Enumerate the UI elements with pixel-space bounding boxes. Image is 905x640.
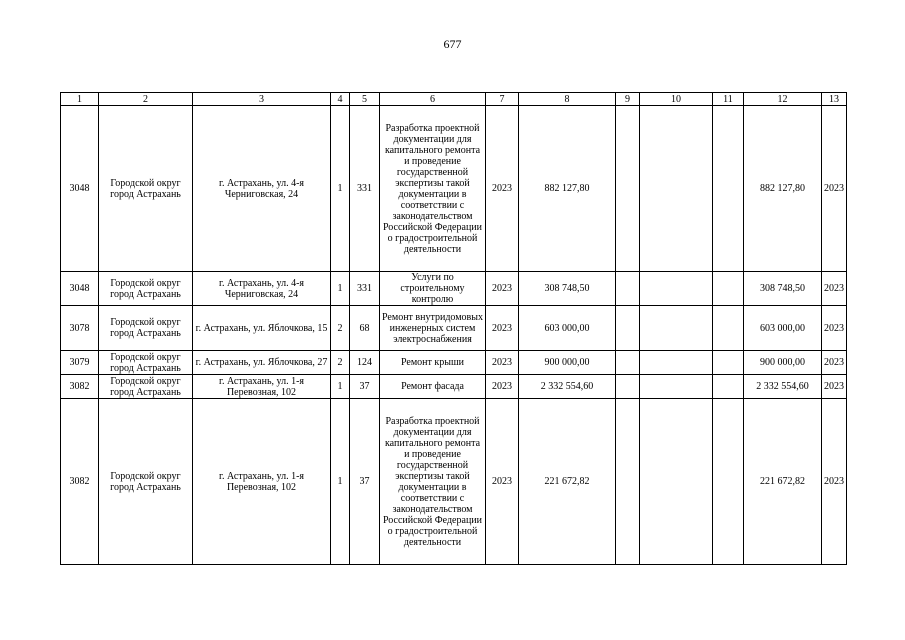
table-row: [61, 272, 847, 306]
cell-amount-total: 308 748,50: [744, 272, 822, 306]
column-header: 12: [744, 93, 822, 106]
repair-registry-table: [60, 92, 847, 565]
cell-work-type: Услуги по строительному контролю: [380, 272, 486, 306]
cell-number: 3079: [61, 351, 99, 375]
cell-col10: [640, 399, 713, 565]
cell-work-type: Ремонт фасада: [380, 375, 486, 399]
cell-col9: [616, 399, 640, 565]
cell-number: 3048: [61, 106, 99, 272]
page-number: 677: [443, 37, 462, 51]
cell-number: 3082: [61, 399, 99, 565]
cell-year: 2023: [486, 375, 519, 399]
cell-col4: 2: [331, 306, 350, 351]
cell-col5: 37: [350, 399, 380, 565]
cell-col9: [616, 106, 640, 272]
cell-col10: [640, 375, 713, 399]
cell-year: 2023: [486, 106, 519, 272]
cell-col10: [640, 351, 713, 375]
table-row: [61, 399, 847, 565]
cell-number: 3078: [61, 306, 99, 351]
cell-col4: 1: [331, 272, 350, 306]
column-header: 6: [380, 93, 486, 106]
cell-col5: 68: [350, 306, 380, 351]
cell-address: г. Астрахань, ул. 4-я Черниговская, 24: [193, 272, 331, 306]
cell-municipality: Городской округ город Астрахань: [99, 375, 193, 399]
cell-col10: [640, 306, 713, 351]
cell-col9: [616, 306, 640, 351]
cell-completion-year: 2023: [822, 399, 847, 565]
column-header: 11: [713, 93, 744, 106]
column-header: 5: [350, 93, 380, 106]
cell-amount: 221 672,82: [519, 399, 616, 565]
cell-completion-year: 2023: [822, 351, 847, 375]
cell-col11: [713, 306, 744, 351]
cell-amount-total: 900 000,00: [744, 351, 822, 375]
cell-col11: [713, 106, 744, 272]
cell-col9: [616, 351, 640, 375]
cell-col11: [713, 375, 744, 399]
cell-address: г. Астрахань, ул. 1-я Перевозная, 102: [193, 399, 331, 565]
cell-amount: 900 000,00: [519, 351, 616, 375]
cell-municipality: Городской округ город Астрахань: [99, 106, 193, 272]
cell-col11: [713, 351, 744, 375]
column-header: 3: [193, 93, 331, 106]
cell-col9: [616, 272, 640, 306]
cell-col9: [616, 375, 640, 399]
cell-amount-total: 882 127,80: [744, 106, 822, 272]
cell-municipality: Городской округ город Астрахань: [99, 399, 193, 565]
cell-completion-year: 2023: [822, 272, 847, 306]
cell-col11: [713, 272, 744, 306]
column-header: 13: [822, 93, 847, 106]
cell-completion-year: 2023: [822, 375, 847, 399]
cell-amount: 603 000,00: [519, 306, 616, 351]
column-header: 1: [61, 93, 99, 106]
cell-municipality: Городской округ город Астрахань: [99, 351, 193, 375]
cell-municipality: Городской округ город Астрахань: [99, 272, 193, 306]
table-row: [61, 375, 847, 399]
cell-year: 2023: [486, 306, 519, 351]
cell-col5: 124: [350, 351, 380, 375]
column-header: 8: [519, 93, 616, 106]
cell-municipality: Городской округ город Астрахань: [99, 306, 193, 351]
cell-col4: 2: [331, 351, 350, 375]
table-row: [61, 106, 847, 272]
cell-year: 2023: [486, 272, 519, 306]
cell-address: г. Астрахань, ул. Яблочкова, 27: [193, 351, 331, 375]
cell-amount: 882 127,80: [519, 106, 616, 272]
cell-col5: 331: [350, 272, 380, 306]
cell-amount-total: 603 000,00: [744, 306, 822, 351]
cell-address: г. Астрахань, ул. 4-я Черниговская, 24: [193, 106, 331, 272]
cell-amount: 308 748,50: [519, 272, 616, 306]
cell-col10: [640, 272, 713, 306]
column-header: 7: [486, 93, 519, 106]
cell-col4: 1: [331, 375, 350, 399]
cell-work-type: Ремонт крыши: [380, 351, 486, 375]
column-header: 2: [99, 93, 193, 106]
column-header: 9: [616, 93, 640, 106]
cell-year: 2023: [486, 399, 519, 565]
table-row: [61, 306, 847, 351]
cell-completion-year: 2023: [822, 106, 847, 272]
cell-col5: 331: [350, 106, 380, 272]
cell-col5: 37: [350, 375, 380, 399]
cell-col11: [713, 399, 744, 565]
cell-amount-total: 2 332 554,60: [744, 375, 822, 399]
cell-work-type: Разработка проектной документации для капитального ремонта и проведение государственной экспертизы такой документации в соответствии с законодательством Российской Федерации о градостроительной деятельности: [380, 106, 486, 272]
cell-work-type: Ремонт внутридомовых инженерных систем электроснабжения: [380, 306, 486, 351]
cell-work-type: Разработка проектной документации для капитального ремонта и проведение государственной экспертизы такой документации в соответствии с законодательством Российской Федерации о градостроительной деятельности: [380, 399, 486, 565]
cell-number: 3082: [61, 375, 99, 399]
cell-col4: 1: [331, 106, 350, 272]
cell-address: г. Астрахань, ул. 1-я Перевозная, 102: [193, 375, 331, 399]
cell-col4: 1: [331, 399, 350, 565]
column-header: 10: [640, 93, 713, 106]
cell-address: г. Астрахань, ул. Яблочкова, 15: [193, 306, 331, 351]
column-header: 4: [331, 93, 350, 106]
column-number-row: [61, 93, 847, 106]
table-row: [61, 351, 847, 375]
cell-year: 2023: [486, 351, 519, 375]
cell-completion-year: 2023: [822, 306, 847, 351]
cell-amount-total: 221 672,82: [744, 399, 822, 565]
cell-amount: 2 332 554,60: [519, 375, 616, 399]
cell-number: 3048: [61, 272, 99, 306]
cell-col10: [640, 106, 713, 272]
